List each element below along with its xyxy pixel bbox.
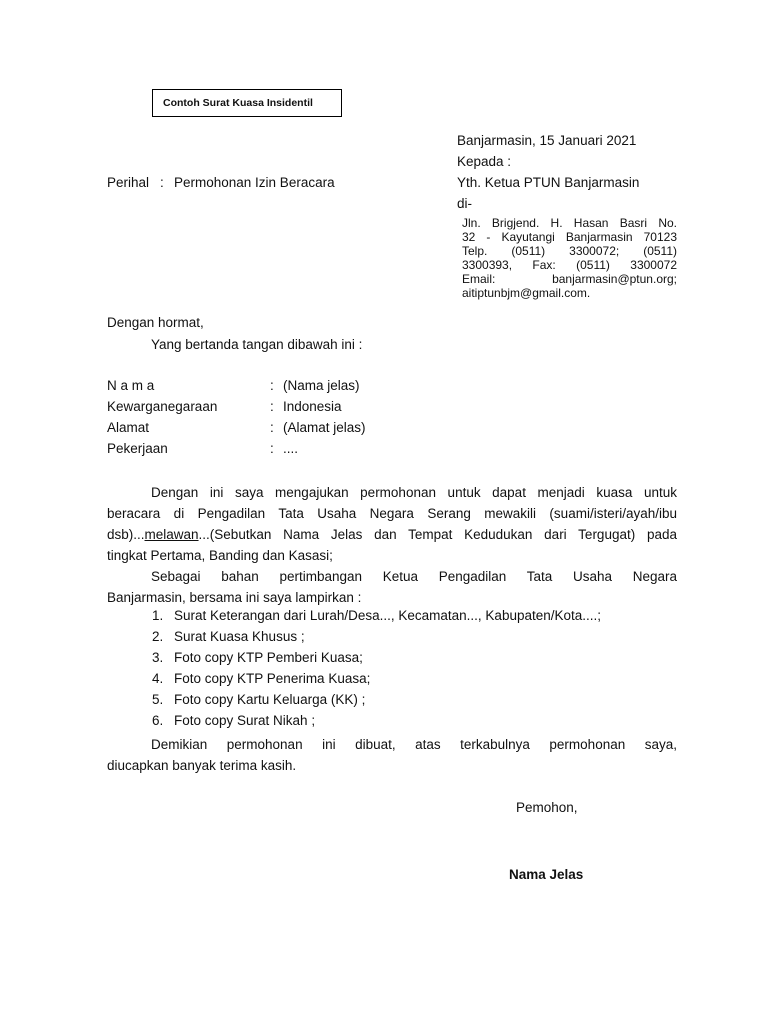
- paragraph-line: Dengan ini saya mengajukan permohonan untuk dapat menjadi kuasa untuk: [151, 485, 677, 500]
- list-item: Foto copy Kartu Keluarga (KK) ;: [174, 692, 366, 707]
- request-paragraph: [107, 482, 677, 566]
- address-line: 3300393, Fax: (0511) 3300072: [462, 258, 677, 272]
- perihal-value: Permohonan Izin Beracara: [174, 175, 335, 190]
- recipient-address: [462, 216, 677, 300]
- field-label: Kewarganegaraan: [107, 399, 218, 414]
- list-item: Foto copy Surat Nikah ;: [174, 713, 316, 728]
- intro-line: Yang bertanda tangan dibawah ini :: [151, 337, 363, 352]
- date-line: Banjarmasin, 15 Januari 2021: [457, 133, 637, 148]
- list-item-number: 2.: [152, 629, 164, 644]
- signature-label: Pemohon,: [516, 800, 578, 815]
- paragraph-line: tingkat Pertama, Banding dan Kasasi;: [107, 548, 333, 563]
- perihal-label: Perihal: [107, 175, 150, 190]
- address-line: Telp. (0511) 3300072; (0511): [462, 244, 677, 258]
- di-label: di-: [457, 196, 473, 211]
- perihal-separator: :: [160, 175, 164, 190]
- list-item-number: 6.: [152, 713, 164, 728]
- salutation: Dengan hormat,: [107, 315, 204, 330]
- paragraph-text: ...(Sebutkan Nama Jelas dan Tempat Kedudukan dari Tergugat) pada: [198, 527, 677, 542]
- paragraph-line: Sebagai bahan pertimbangan Ketua Pengadilan Tata Usaha Negara: [151, 569, 677, 584]
- address-line: Jln. Brigjend. H. Hasan Basri No.: [462, 216, 677, 230]
- field-value: (Nama jelas): [283, 378, 360, 393]
- list-item-number: 5.: [152, 692, 164, 707]
- paragraph-line: beracara di Pengadilan Tata Usaha Negara Serang mewakili (suami/isteri/ayah/ibu: [107, 506, 677, 521]
- list-item-number: 3.: [152, 650, 164, 665]
- list-item: Foto copy KTP Penerima Kuasa;: [174, 671, 371, 686]
- paragraph-line: Demikian permohonan ini dibuat, atas terkabulnya permohonan saya,: [151, 737, 677, 752]
- list-item: Foto copy KTP Pemberi Kuasa;: [174, 650, 363, 665]
- field-separator: :: [270, 378, 274, 393]
- document-title-box: [152, 89, 342, 117]
- kepada-label: Kepada :: [457, 154, 512, 169]
- list-item-number: 1.: [152, 608, 164, 623]
- list-item: Surat Keterangan dari Lurah/Desa..., Kecamatan..., Kabupaten/Kota....;: [174, 608, 602, 623]
- list-item: Surat Kuasa Khusus ;: [174, 629, 305, 644]
- field-separator: :: [270, 441, 274, 456]
- field-separator: :: [270, 399, 274, 414]
- address-line: Email: banjarmasin@ptun.org;: [462, 272, 677, 286]
- consideration-paragraph: [107, 566, 677, 608]
- field-label: N a m a: [107, 378, 155, 393]
- address-line: 32 - Kayutangi Banjarmasin 70123: [462, 230, 677, 244]
- document-title: Contoh Surat Kuasa Insidentil: [163, 97, 313, 109]
- field-value: (Alamat jelas): [283, 420, 366, 435]
- paragraph-text: dsb)...: [107, 527, 145, 542]
- closing-paragraph: [107, 734, 677, 776]
- field-label: Pekerjaan: [107, 441, 168, 456]
- paragraph-line: [107, 524, 677, 545]
- field-value: ....: [283, 441, 299, 456]
- address-line: aitiptunbjm@gmail.com.: [462, 286, 591, 300]
- signature-name: Nama Jelas: [509, 867, 584, 882]
- field-separator: :: [270, 420, 274, 435]
- melawan-underlined: melawan: [144, 527, 199, 542]
- paragraph-line: diucapkan banyak terima kasih.: [107, 758, 297, 773]
- recipient: Yth. Ketua PTUN Banjarmasin: [457, 175, 640, 190]
- field-value: Indonesia: [283, 399, 342, 414]
- list-item-number: 4.: [152, 671, 164, 686]
- field-label: Alamat: [107, 420, 150, 435]
- paragraph-line: Banjarmasin, bersama ini saya lampirkan :: [107, 590, 362, 605]
